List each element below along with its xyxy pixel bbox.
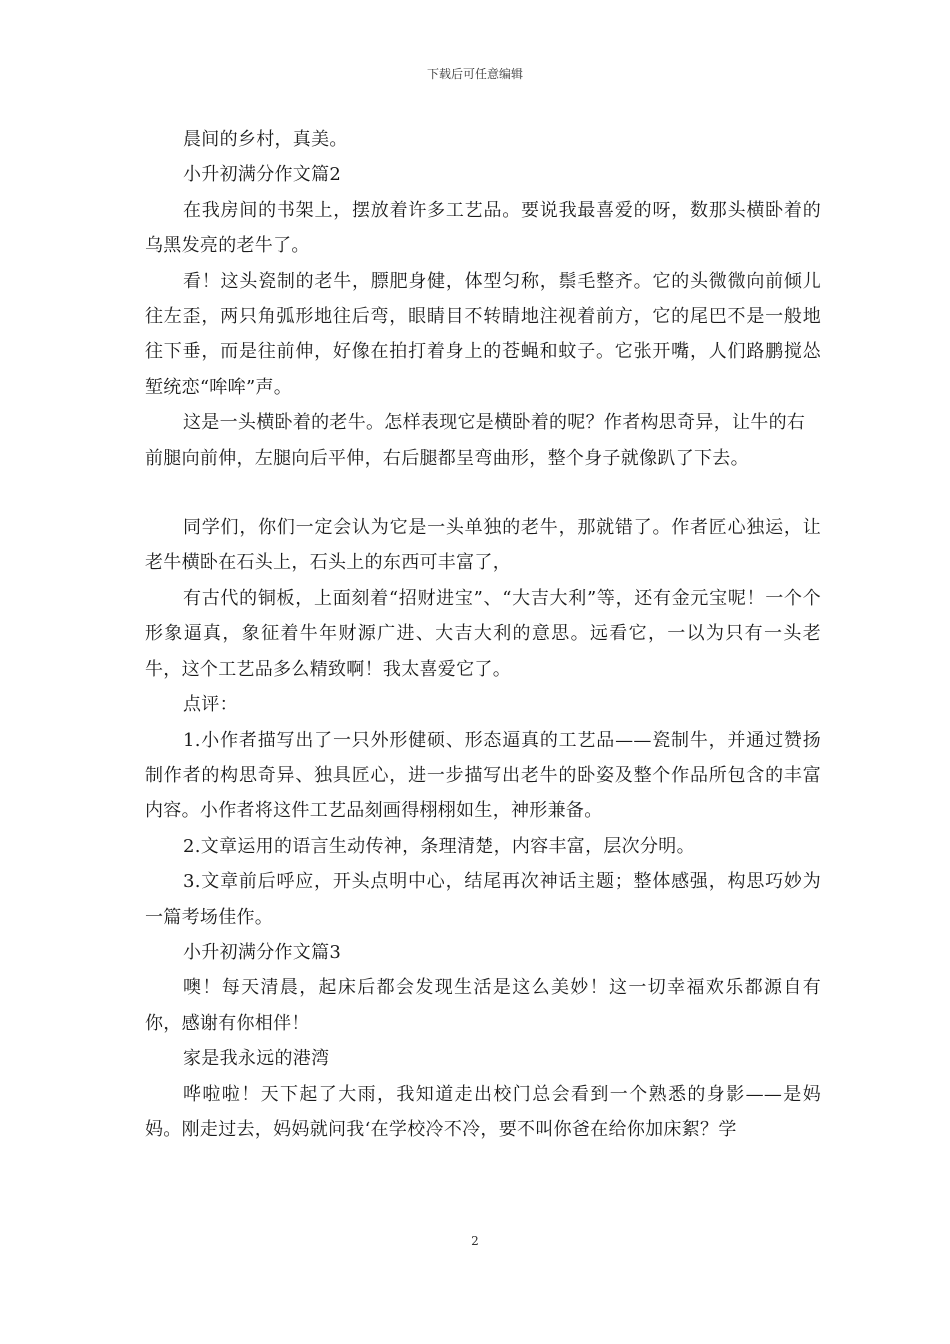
essay-title: 家是我永远的港湾: [183, 1048, 330, 1070]
page-number: 2: [471, 1234, 479, 1248]
paragraph: 看！这头瓷制的老牛，膘肥身健，体型匀称，鬃毛整齐。它的头微微向前倾儿往左歪，两只角弧形地往后弯，眼睛目不转睛地注视着前方，它的尾巴不是一般地往下垂，而是往前伸，好像在拍打着身上的苍蝇和蚊子。它张开嘴，人们路鹏搅怂堑统恋“哞哞”声。: [145, 270, 821, 398]
paragraph: 噢！每天清晨，起床后都会发现生活是这么美妙！这一切幸福欢乐都源自有你，感谢有你相伴！: [145, 977, 821, 1034]
paragraph: 同学们，你们一定会认为它是一头单独的老牛，那就错了。作者匠心独运，让老牛横卧在石头上，石头上的东西可丰富了，: [145, 517, 821, 574]
page-header: 下载后可任意编辑: [426, 67, 523, 81]
paragraph: 哗啦啦！天下起了大雨，我知道走出校门总会看到一个熟悉的身影——是妈妈。刚走过去，妈妈就问我‘在学校冷不冷，要不叫你爸在给你加床絮？学: [145, 1083, 821, 1140]
paragraph: 在我房间的书架上，摆放着许多工艺品。要说我最喜爱的呀，数那头横卧着的乌黑发亮的老牛了。: [145, 199, 821, 257]
paragraph: 这是一头横卧着的老牛。怎样表现它是横卧着的呢？作者构思奇异，让牛的右前腿向前伸，左腿向后平伸，右后腿都呈弯曲形，整个身子就像趴了下去。: [145, 412, 806, 469]
document-body: [145, 122, 821, 1147]
section-heading: 小升初满分作文篇3: [183, 941, 342, 963]
section-heading: 小升初满分作文篇2: [183, 164, 342, 186]
comment-item: 3.文章前后呼应，开头点明中心，结尾再次神话主题；整体感强，构思巧妙为一篇考场佳作。: [145, 871, 821, 928]
paragraph: 有古代的铜板，上面刻着“招财进宝”、“大吉大利”等，还有金元宝呢！一个个形象逼真，象征着牛年财源广进、大吉大利的意思。远看它，一以为只有一头老牛，这个工艺品多么精致啊！我太喜爱它了。: [145, 587, 821, 680]
comment-item: 2.文章运用的语言生动传神，条理清楚，内容丰富，层次分明。: [183, 835, 695, 857]
comment-heading: 点评：: [183, 694, 238, 716]
paragraph: 晨间的乡村，真美。: [183, 129, 348, 150]
comment-item: 1.小作者描写出了一只外形健硕、形态逼真的工艺品——瓷制牛，并通过赞扬制作者的构思奇异、独具匠心，进一步描写出老牛的卧姿及整个作品所包含的丰富内容。小作者将这件工艺品刻画得栩栩如生，神形兼备。: [145, 729, 821, 822]
paragraph-gap: [145, 476, 821, 510]
